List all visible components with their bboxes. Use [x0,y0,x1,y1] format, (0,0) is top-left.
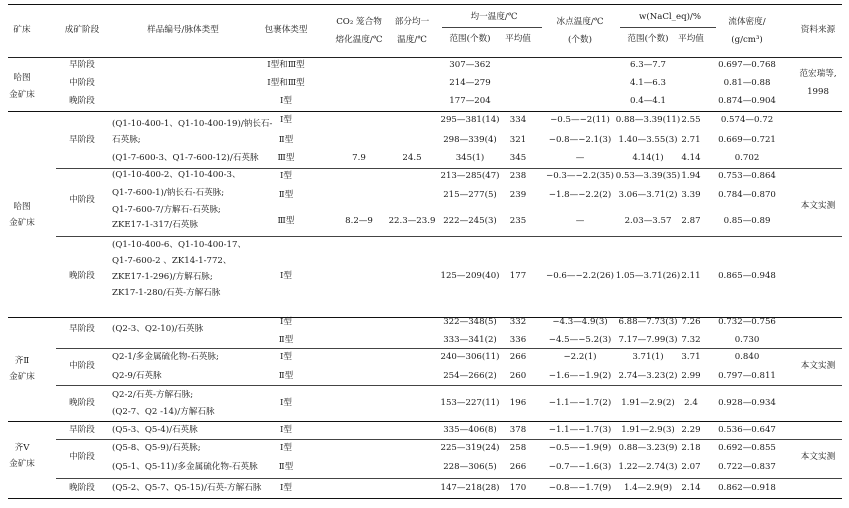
homog-avg: 260 [509,370,527,381]
inclusion-type: Ⅱ型 [278,189,294,200]
homog-avg: 177 [509,270,527,281]
inclusion-type: Ⅰ型 [280,316,292,327]
freezing-temp: −0.5—−1.9(9) [548,442,612,453]
fluid-density: 0.730 [734,334,760,345]
inclusion-type: Ⅰ型 [280,114,292,125]
fluid-density: 0.81—0.88 [723,77,771,88]
sample-vein-type: Q2-1/多金属硫化物-石英脉; [112,351,219,362]
homog-range: 254—266(2) [443,370,497,381]
salinity-range: 0.53—3.39(35) [615,170,681,181]
salinity-avg: 2.11 [681,270,701,281]
stage-label: 早阶段 [69,323,95,334]
sample-vein-type: (Q5-2、Q5-7、Q5-15)/石英-方解石脉 [112,482,262,493]
deposit-name: 哈图 [13,72,31,83]
homog-range: 214—279 [449,77,491,88]
sample-vein-type: (Q5-1、Q5-11)/多金属硫化物-石英脉 [112,461,258,472]
homog-range: 240—306(11) [440,351,500,362]
stage-label: 晚阶段 [69,397,95,408]
inclusion-type: Ⅱ型 [278,134,294,145]
salinity-avg: 7.32 [681,334,701,345]
salinity-avg: 2.07 [681,461,701,472]
fluid-density: 0.697—0.768 [718,59,776,70]
salinity-avg: 2.18 [681,442,701,453]
row-rule [56,236,842,237]
homog-range: 295—381(14) [440,114,500,125]
salinity-avg: 2.87 [681,215,701,226]
salinity-range: 2.74—3.23(2) [618,370,678,381]
homog-range: 222—245(3) [443,215,497,226]
sample-vein-type: Q1-7-600-2 、ZK14-1-772、 [112,255,232,266]
homog-avg: 239 [509,189,527,200]
salinity-range: 7.17—7.99(3) [618,334,678,345]
stage-label: 中阶段 [69,451,95,462]
header-salinity-avg: 平均值 [678,33,704,44]
row-rule [56,168,842,169]
co2-melt-temp: 7.9 [352,152,366,163]
header-deposit: 矿床 [13,24,31,35]
partial-homog-temp: 22.3—23.9 [388,215,436,226]
homog-range: 345(1) [455,152,485,163]
homog-avg: 238 [509,170,527,181]
homog-range: 298—339(4) [443,134,497,145]
homog-avg: 170 [509,482,527,493]
fluid-density: 0.840 [734,351,760,362]
inclusion-type: Ⅰ型 [280,424,292,435]
header-stage: 成矿阶段 [64,24,100,35]
header-source: 资料来源 [800,24,836,35]
homog-range: 147—218(28) [440,482,500,493]
row-rule [8,498,842,499]
inclusion-type: Ⅰ型 [280,170,292,181]
header-density-line2: (g/cm³) [731,34,763,45]
row-rule [8,317,842,318]
homog-range: 225—319(24) [440,442,500,453]
row-rule [8,111,842,112]
row-rule [56,439,842,440]
salinity-range: 0.88—3.23(9) [618,442,678,453]
top-rule [8,4,842,5]
homog-avg: 345 [509,152,527,163]
salinity-range: 3.06—3.71(2) [618,189,678,200]
homog-avg: 235 [509,215,527,226]
sample-vein-type: Q2-9/石英脉 [112,370,162,381]
salinity-range: 4.14(1) [632,152,664,163]
data-source: 本文实测 [800,200,836,211]
salinity-avg: 4.14 [681,152,701,163]
homog-range: 228—306(5) [443,461,497,472]
inclusion-type: Ⅱ型 [278,461,294,472]
salinity-range: 1.05—3.71(26) [615,270,681,281]
homog-range: 153—227(11) [440,397,500,408]
homog-range: 333—341(2) [443,334,497,345]
salinity-range: 0.88—3.39(11) [615,114,681,125]
header-freezing-line1: 冰点温度/℃ [556,16,604,27]
fluid-density: 0.784—0.870 [718,189,776,200]
header-inclusion-type: 包裹体类型 [264,24,308,35]
salinity-avg: 1.94 [681,170,701,181]
salinity-range: 2.03—3.57 [624,215,672,226]
salinity-avg: 3.39 [681,189,701,200]
freezing-temp: −0.3—−2.2(35) [546,170,614,181]
salinity-range: 1.91—2.9(2) [621,397,675,408]
header-homog-avg: 平均值 [505,33,531,44]
deposit-name: 齐Ⅱ [14,355,30,366]
salinity-range: 1.22—2.74(3) [618,461,678,472]
header-homog-group: 均一温度/℃ [470,11,518,22]
deposit-name: 齐Ⅴ [14,442,30,453]
inclusion-type: Ⅰ型 [280,95,292,106]
sample-vein-type: 石英脉; [112,134,141,145]
salinity-avg: 2.14 [681,482,701,493]
inclusion-type: Ⅰ型 [280,482,292,493]
homog-range: 125—209(40) [440,270,500,281]
homog-avg: 332 [509,316,527,327]
sample-vein-type: (Q1-10-400-2、Q1-10-400-3、 [112,169,241,180]
partial-homog-temp: 24.5 [402,152,422,163]
header-homog-range: 范围(个数) [449,33,491,44]
stage-label: 早阶段 [69,424,95,435]
inclusion-type: Ⅰ型和Ⅲ型 [267,59,305,70]
header-partial-line2: 温度/℃ [397,34,427,45]
sample-vein-type: ZKE17-1-296)/方解石脉; [112,271,213,282]
salinity-range: 1.91—2.9(3) [621,424,675,435]
fluid-density: 0.722—0.837 [718,461,776,472]
fluid-density: 0.753—0.864 [718,170,776,181]
salinity-avg: 7.26 [681,316,701,327]
header-salinity-group: w(NaCl_eq)/% [639,11,701,22]
freezing-temp: −4.5—−5.2(3) [548,334,612,345]
homog-range: 307—362 [449,59,491,70]
salinity-range: 3.71(1) [632,351,664,362]
stage-label: 晚阶段 [69,482,95,493]
stage-label: 晚阶段 [69,95,95,106]
data-source: 本文实测 [800,360,836,371]
homog-range: 322—348(5) [443,316,497,327]
inclusion-type: Ⅰ型 [280,351,292,362]
sample-vein-type: (Q2-7、Q2 -14)/方解石脉 [112,406,215,417]
freezing-temp: — [575,215,585,226]
header-co2-line2: 熔化温度/℃ [335,34,383,45]
homog-avg: 321 [509,134,527,145]
header-density-line1: 流体密度/ [728,16,766,27]
header-bottom-rule [8,57,842,58]
fluid-density: 0.692—0.855 [718,442,776,453]
homog-range: 335—406(8) [443,424,497,435]
freezing-temp: −2.2(1) [563,351,597,362]
header-sample: 样品编号/脉体类型 [147,24,219,35]
freezing-temp: −1.8—−2.2(2) [548,189,612,200]
salinity-range: 4.1—6.3 [630,77,666,88]
freezing-temp: −1.1—−1.7(2) [548,397,612,408]
homog-avg: 378 [509,424,527,435]
sample-vein-type: (Q5-8、Q5-9)/石英脉; [112,442,201,453]
fluid-density: 0.702 [734,152,760,163]
deposit-name: 金矿床 [9,458,35,469]
stage-label: 早阶段 [69,134,95,145]
data-source: 本文实测 [800,451,836,462]
data-source: 1998 [807,86,829,97]
sample-vein-type: ZKE17-1-317/石英脉 [112,219,198,230]
sample-vein-type: Q2-2/石英-方解石脉; [112,389,194,400]
deposit-name: 金矿床 [9,217,35,228]
header-freezing-line2: (个数) [568,34,592,45]
deposit-name: 金矿床 [9,371,35,382]
sample-vein-type: (Q1-10-400-6、Q1-10-400-17、 [112,239,247,250]
fluid-density: 0.574—0.72 [720,114,774,125]
header-salinity-range: 范围(个数) [627,33,669,44]
salinity-avg: 2.29 [681,424,701,435]
fluid-density: 0.536—0.647 [718,424,776,435]
sample-vein-type: Q1-7-600-1)/钠长石-石英脉; [112,187,225,198]
freezing-temp: −0.6—−2.2(26) [546,270,614,281]
sample-vein-type: Q1-7-600-7/方解石-石英脉; [112,204,221,215]
freezing-temp: −0.7—−1.6(3) [548,461,612,472]
salinity-range: 1.4—2.9(9) [623,482,673,493]
homog-avg: 196 [509,397,527,408]
sample-vein-type: (Q1-7-600-3、Q1-7-600-12)/石英脉 [112,152,259,163]
freezing-temp: −0.8—−1.7(9) [548,482,612,493]
fluid-density: 0.669—0.721 [718,134,776,145]
inclusion-type: Ⅰ型 [280,397,292,408]
freezing-temp: −0.8—−2.1(3) [548,134,612,145]
deposit-name: 金矿床 [9,89,35,100]
inclusion-type: Ⅰ型和Ⅲ型 [267,77,305,88]
header-partial-line1: 部分均一 [394,16,430,27]
header-co2-line1: CO₂ 笼合物 [336,16,382,27]
freezing-temp: −1.1—−1.7(3) [548,424,612,435]
fluid-density: 0.874—0.904 [718,95,776,106]
deposit-name: 哈图 [13,201,31,212]
freezing-temp: — [575,152,585,163]
row-rule [56,478,842,479]
salinity-subrule [620,27,716,28]
homog-subrule [442,27,542,28]
salinity-range: 1.40—3.55(3) [618,134,678,145]
homog-avg: 266 [509,461,527,472]
inclusion-type: Ⅰ型 [280,270,292,281]
inclusion-type: Ⅱ型 [278,370,294,381]
salinity-avg: 2.55 [681,114,701,125]
salinity-range: 0.4—4.1 [630,95,666,106]
inclusion-type: Ⅲ型 [277,152,295,163]
inclusion-type: Ⅱ型 [278,334,294,345]
data-source: 范宏瑞等, [799,68,837,79]
salinity-avg: 2.4 [684,397,698,408]
sample-vein-type: (Q1-10-400-1、Q1-10-400-19)/钠长石- [112,118,273,129]
homog-avg: 336 [509,334,527,345]
inclusion-type: Ⅲ型 [277,215,295,226]
homog-avg: 266 [509,351,527,362]
inclusion-type: Ⅰ型 [280,442,292,453]
sample-vein-type: (Q2-3、Q2-10)/石英脉 [112,323,204,334]
salinity-avg: 2.71 [681,134,701,145]
stage-label: 中阶段 [69,77,95,88]
stage-label: 早阶段 [69,59,95,70]
sample-vein-type: ZK17-1-280/石英-方解石脉 [112,287,221,298]
sample-vein-type: (Q5-3、Q5-4)/石英脉 [112,424,198,435]
row-rule [8,421,842,422]
salinity-avg: 3.71 [681,351,701,362]
stage-label: 中阶段 [69,194,95,205]
homog-range: 215—277(5) [443,189,497,200]
co2-melt-temp: 8.2—9 [345,215,373,226]
salinity-range: 6.88—7.73(3) [618,316,678,327]
stage-label: 晚阶段 [69,270,95,281]
homog-avg: 334 [509,114,527,125]
row-rule [56,385,842,386]
fluid-density: 0.928—0.934 [718,397,776,408]
freezing-temp: −0.5—−2(11) [550,114,610,125]
homog-range: 177—204 [449,95,491,106]
salinity-avg: 2.99 [681,370,701,381]
row-rule [56,348,842,349]
salinity-range: 6.3—7.7 [630,59,666,70]
fluid-density: 0.865—0.948 [718,270,776,281]
homog-range: 213—285(47) [440,170,500,181]
freezing-temp: −4.3—4.9(3) [552,316,608,327]
fluid-density: 0.797—0.811 [718,370,776,381]
freezing-temp: −1.6—−1.9(2) [548,370,612,381]
fluid-density: 0.732—0.756 [718,316,776,327]
stage-label: 中阶段 [69,360,95,371]
fluid-density: 0.862—0.918 [718,482,776,493]
fluid-density: 0.85—0.89 [723,215,771,226]
homog-avg: 258 [509,442,527,453]
